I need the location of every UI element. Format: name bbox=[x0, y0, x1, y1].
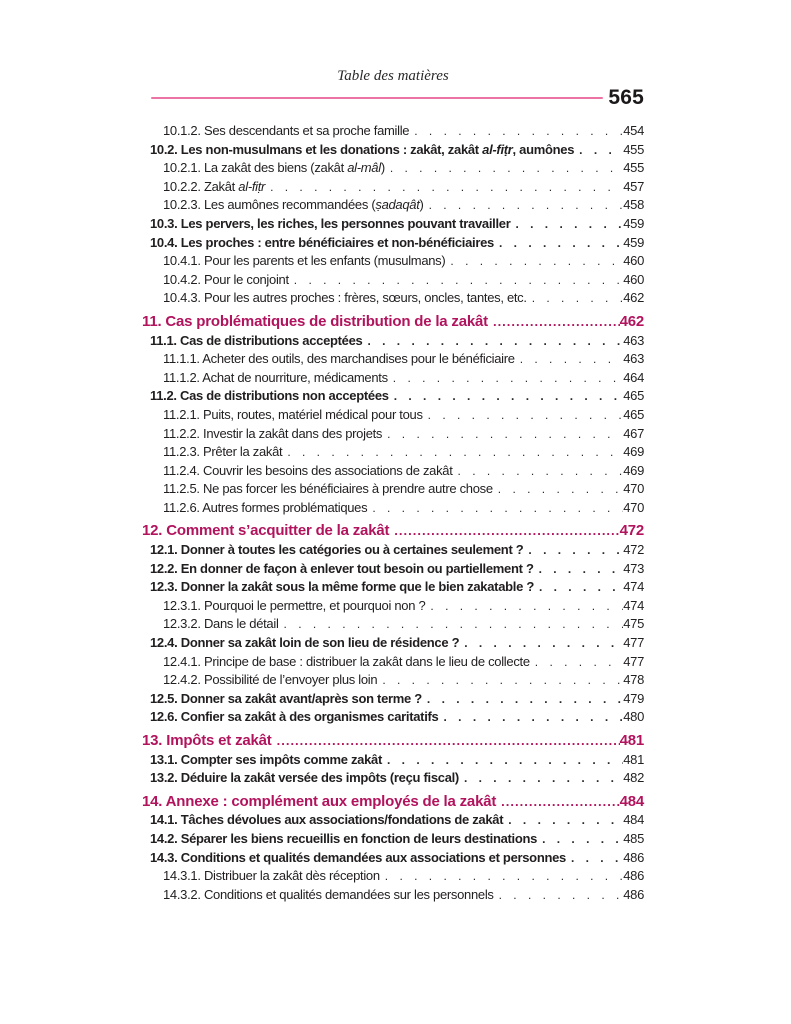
toc-entry-page: 465 bbox=[623, 388, 644, 404]
toc-entry-text bbox=[163, 615, 279, 634]
toc-entry-page: 465 bbox=[623, 406, 644, 422]
toc-entry-text bbox=[163, 443, 282, 462]
toc-entry-page: 455 bbox=[623, 160, 644, 176]
dot-leader bbox=[367, 499, 623, 518]
toc-entry-label: En donner de façon à enlever tout besoin ou partiellement ? bbox=[180, 560, 534, 576]
table-of-contents bbox=[142, 122, 644, 904]
toc-entry-page: 475 bbox=[623, 616, 644, 632]
toc-entry-number: 10.4.1. bbox=[163, 253, 204, 269]
toc-entry-number: 11.2.6. bbox=[163, 499, 203, 515]
toc-entry bbox=[142, 541, 644, 560]
toc-entry-label: Cas de distributions acceptées bbox=[180, 332, 363, 348]
toc-entry bbox=[142, 215, 644, 234]
toc-entry-text bbox=[163, 867, 380, 886]
toc-entry-number: 13.1. bbox=[150, 751, 181, 767]
toc-entry-number: 11. bbox=[142, 312, 166, 330]
dot-leader bbox=[515, 350, 623, 369]
toc-entry-page: 469 bbox=[623, 462, 644, 478]
dot-leader bbox=[289, 271, 623, 290]
toc-entry-label: Investir la zakât dans des projets bbox=[203, 425, 383, 441]
toc-entry bbox=[142, 159, 644, 178]
toc-entry-label: Donner sa zakât avant/après son terme ? bbox=[180, 690, 422, 706]
toc-entry-page: 478 bbox=[623, 672, 644, 688]
toc-entry-label: Impôts et zakât bbox=[166, 732, 272, 749]
toc-entry bbox=[142, 122, 644, 141]
toc-entry-page: 463 bbox=[623, 332, 644, 348]
header-rule-row bbox=[142, 87, 644, 109]
toc-entry-text bbox=[163, 159, 385, 178]
toc-entry-text bbox=[150, 708, 438, 727]
toc-entry-term-italic: al-mâl bbox=[347, 160, 381, 176]
toc-entry bbox=[142, 522, 644, 541]
toc-entry-number: 14.3. bbox=[150, 849, 181, 865]
toc-entry-number: 12.6. bbox=[150, 709, 181, 725]
toc-entry-page: 459 bbox=[623, 215, 644, 231]
toc-entry-page: 480 bbox=[623, 709, 644, 725]
toc-entry-label: Dans le détail bbox=[203, 616, 279, 632]
toc-entry-page: 481 bbox=[619, 732, 644, 749]
dot-leader bbox=[424, 196, 624, 215]
toc-entry bbox=[142, 313, 644, 332]
toc-entry-label: Confier sa zakât à des organismes caritatifs bbox=[180, 709, 439, 725]
toc-entry-page: 477 bbox=[623, 635, 644, 651]
toc-entry-label: ) bbox=[380, 160, 385, 176]
toc-entry-text bbox=[163, 271, 289, 290]
toc-entry-page: 485 bbox=[623, 830, 644, 846]
toc-entry bbox=[142, 141, 644, 160]
toc-entry bbox=[142, 234, 644, 253]
toc-entry-text bbox=[150, 811, 503, 830]
dot-leader bbox=[389, 522, 619, 541]
toc-entry-label: Distribuer la zakât dès réception bbox=[203, 868, 380, 884]
toc-entry bbox=[142, 732, 644, 751]
toc-entry bbox=[142, 289, 644, 308]
toc-entry-page: 460 bbox=[623, 271, 644, 287]
toc-entry-page: 484 bbox=[623, 812, 644, 828]
page-number: 565 bbox=[608, 86, 644, 109]
toc-entry-label: Conditions et qualités demandées aux associations et personnes bbox=[180, 849, 566, 865]
header-rule bbox=[151, 97, 603, 99]
toc-entry-number: 11.1.1. bbox=[163, 351, 203, 367]
dot-leader bbox=[438, 708, 623, 727]
running-title: Table des matières bbox=[337, 68, 449, 84]
toc-entry-label: Donner la zakât sous la même forme que le bien zakatable ? bbox=[180, 579, 534, 595]
toc-entry-number: 11.2.3. bbox=[163, 444, 204, 460]
toc-entry-page: 454 bbox=[623, 123, 644, 138]
toc-entry-label: Puits, routes, matériel médical pour tous bbox=[203, 406, 423, 422]
dot-leader bbox=[493, 480, 623, 499]
dot-leader bbox=[459, 769, 623, 788]
toc-entry bbox=[142, 350, 644, 369]
toc-entry-label: Les pervers, les riches, les personnes pouvant travailler bbox=[180, 215, 511, 231]
toc-entry-number: 12.2. bbox=[150, 560, 181, 576]
toc-entry-label: , aumônes bbox=[512, 141, 575, 157]
toc-entry-number: 13.2. bbox=[150, 770, 181, 786]
toc-entry-text bbox=[150, 234, 494, 253]
toc-entry bbox=[142, 671, 644, 690]
toc-entry-text bbox=[163, 196, 424, 215]
toc-entry-text bbox=[163, 289, 527, 308]
toc-entry bbox=[142, 849, 644, 868]
toc-entry-page: 474 bbox=[623, 597, 644, 613]
toc-entry-term-italic: al-fiṭr bbox=[482, 141, 513, 157]
toc-entry-text bbox=[163, 252, 445, 271]
toc-entry-number: 14.1. bbox=[150, 812, 181, 828]
toc-entry-label: Donner à toutes les catégories ou à certaines seulement ? bbox=[180, 542, 524, 558]
toc-entry-number: 10.3. bbox=[150, 215, 181, 231]
toc-entry-label: ) bbox=[419, 197, 424, 213]
dot-leader bbox=[380, 867, 623, 886]
toc-entry-text bbox=[150, 849, 566, 868]
toc-entry bbox=[142, 708, 644, 727]
toc-entry bbox=[142, 252, 644, 271]
toc-entry-text bbox=[150, 830, 537, 849]
toc-entry-number: 10.4.2. bbox=[163, 271, 204, 287]
dot-leader bbox=[362, 332, 623, 351]
toc-entry-text bbox=[150, 769, 459, 788]
toc-entry-label: Les aumônes recommandées ( bbox=[203, 197, 376, 213]
toc-entry-text bbox=[150, 634, 459, 653]
toc-entry-number: 11.2.4. bbox=[163, 462, 204, 478]
toc-entry-page: 470 bbox=[623, 499, 644, 515]
toc-entry-page: 455 bbox=[623, 141, 644, 157]
toc-entry-text bbox=[150, 332, 362, 351]
dot-leader bbox=[534, 560, 624, 579]
toc-entry-text bbox=[163, 499, 367, 518]
dot-leader bbox=[494, 886, 624, 905]
toc-entry-text bbox=[163, 480, 493, 499]
toc-entry-text bbox=[150, 751, 382, 770]
dot-leader bbox=[382, 751, 623, 770]
toc-entry-number: 10.1.2. bbox=[163, 123, 204, 138]
toc-entry-number: 10.4.3. bbox=[163, 290, 204, 306]
toc-entry bbox=[142, 462, 644, 481]
toc-entry-page: 470 bbox=[623, 481, 644, 497]
toc-entry-number: 14.3.2. bbox=[163, 886, 204, 902]
toc-entry-page: 477 bbox=[623, 653, 644, 669]
page-header bbox=[142, 66, 644, 109]
toc-entry-label: Les proches : entre bénéficiaires et non-bénéficiaires bbox=[180, 234, 494, 250]
toc-entry-number: 12.1. bbox=[150, 542, 181, 558]
dot-leader bbox=[388, 369, 623, 388]
toc-entry-number: 11.2.2. bbox=[163, 425, 204, 441]
toc-entry-page: 473 bbox=[623, 560, 644, 576]
toc-entry-number: 14. bbox=[142, 792, 166, 810]
toc-entry-label: Pour les parents et les enfants (musulmans) bbox=[203, 253, 446, 269]
toc-entry-number: 12.3.2. bbox=[163, 616, 204, 632]
toc-entry-label: Déduire la zakât versée des impôts (reçu fiscal) bbox=[180, 770, 459, 786]
toc-entry bbox=[142, 369, 644, 388]
dot-leader bbox=[527, 289, 624, 308]
toc-entry-label: Séparer les biens recueillis en fonction de leurs destinations bbox=[180, 830, 538, 846]
dot-leader bbox=[282, 443, 623, 462]
toc-entry bbox=[142, 332, 644, 351]
toc-entry-label: Donner sa zakât loin de son lieu de résidence ? bbox=[180, 635, 460, 651]
toc-entry-label: La zakât des biens (zakât bbox=[203, 160, 348, 176]
toc-entry-label: Possibilité de l’envoyer plus loin bbox=[203, 672, 378, 688]
toc-entry-number: 10.2.2. bbox=[163, 178, 204, 194]
toc-entry-number: 10.2.1. bbox=[163, 160, 204, 176]
toc-entry-number: 12.3.1. bbox=[163, 597, 204, 613]
toc-entry-text bbox=[163, 462, 453, 481]
toc-entry-number: 14.2. bbox=[150, 830, 181, 846]
toc-entry-label: Zakât bbox=[203, 178, 239, 194]
toc-entry-text bbox=[163, 671, 377, 690]
toc-entry bbox=[142, 769, 644, 788]
toc-entry bbox=[142, 886, 644, 905]
toc-entry-text bbox=[150, 560, 534, 579]
toc-entry-page: 457 bbox=[623, 178, 644, 194]
toc-entry-label: Cas problématiques de distribution de la zakât bbox=[165, 312, 488, 330]
toc-entry-text bbox=[163, 425, 382, 444]
toc-entry-page: 462 bbox=[619, 312, 644, 330]
toc-entry-number: 14.3.1. bbox=[163, 868, 204, 884]
toc-entry-label: Cas de distributions non acceptées bbox=[180, 388, 389, 404]
toc-entry-page: 462 bbox=[623, 290, 644, 306]
toc-entry-text bbox=[150, 141, 574, 160]
toc-entry-number: 11.2.1. bbox=[163, 406, 204, 422]
toc-entry-page: 479 bbox=[623, 690, 644, 706]
toc-entry-page: 486 bbox=[623, 886, 644, 902]
dot-leader bbox=[279, 615, 624, 634]
toc-entry bbox=[142, 196, 644, 215]
toc-entry-number: 13. bbox=[142, 732, 167, 749]
toc-entry-text bbox=[163, 597, 425, 616]
toc-entry-number: 11.2. bbox=[150, 388, 181, 404]
toc-entry-number: 10.2.3. bbox=[163, 197, 204, 213]
toc-entry-text bbox=[150, 215, 510, 234]
toc-entry-label: Annexe : complément aux employés de la zakât bbox=[165, 792, 497, 810]
toc-entry-label: Pour les autres proches : frères, sœurs, oncles, tantes, etc. bbox=[203, 290, 527, 306]
toc-entry-term-italic: ṣadaqât bbox=[375, 197, 420, 213]
toc-entry bbox=[142, 793, 644, 812]
toc-entry-number: 12.4.2. bbox=[163, 672, 204, 688]
toc-entry-page: 481 bbox=[623, 751, 644, 767]
toc-entry-label: Comment s’acquitter de la zakât bbox=[166, 522, 390, 540]
toc-entry-label: Prêter la zakât bbox=[203, 444, 283, 460]
toc-entry-page: 464 bbox=[623, 369, 644, 385]
dot-leader bbox=[272, 732, 620, 751]
toc-entry bbox=[142, 425, 644, 444]
toc-entry bbox=[142, 690, 644, 709]
toc-entry-label: Conditions et qualités demandées sur les personnels bbox=[203, 886, 494, 902]
toc-entry-text bbox=[142, 732, 272, 751]
dot-leader bbox=[523, 541, 623, 560]
dot-leader bbox=[377, 671, 623, 690]
toc-entry bbox=[142, 867, 644, 886]
toc-entry-text bbox=[150, 578, 534, 597]
toc-entry-label: Autres formes problématiques bbox=[202, 499, 368, 515]
toc-entry-text bbox=[142, 313, 488, 332]
dot-leader bbox=[422, 690, 623, 709]
dot-leader bbox=[503, 811, 623, 830]
toc-entry-label: Couvrir les besoins des associations de zakât bbox=[203, 462, 453, 478]
toc-entry-text bbox=[163, 122, 409, 141]
toc-entry-number: 11.1. bbox=[150, 332, 181, 348]
toc-entry bbox=[142, 443, 644, 462]
toc-entry bbox=[142, 271, 644, 290]
toc-entry bbox=[142, 830, 644, 849]
toc-entry-number: 10.4. bbox=[150, 234, 181, 250]
toc-entry bbox=[142, 634, 644, 653]
dot-leader bbox=[445, 252, 623, 271]
toc-entry-label: Ne pas forcer les bénéficiaires à prendre autre chose bbox=[203, 481, 493, 497]
dot-leader bbox=[488, 313, 620, 332]
dot-leader bbox=[382, 425, 623, 444]
toc-entry bbox=[142, 406, 644, 425]
dot-leader bbox=[530, 653, 623, 672]
toc-entry-number: 12.3. bbox=[150, 579, 181, 595]
dot-leader bbox=[409, 122, 623, 141]
toc-entry bbox=[142, 387, 644, 406]
dot-leader bbox=[385, 159, 623, 178]
dot-leader bbox=[510, 215, 623, 234]
dot-leader bbox=[574, 141, 623, 160]
dot-leader bbox=[494, 234, 623, 253]
toc-entry-label: Acheter des outils, des marchandises pour le bénéficiaire bbox=[202, 351, 515, 367]
toc-entry-text bbox=[150, 690, 422, 709]
toc-entry-text bbox=[163, 406, 423, 425]
toc-entry-label: Les non-musulmans et les donations : zakât, zakât bbox=[180, 141, 483, 157]
toc-entry bbox=[142, 751, 644, 770]
toc-entry-label: Pour le conjoint bbox=[203, 271, 289, 287]
dot-leader bbox=[265, 178, 623, 197]
toc-entry-text bbox=[142, 522, 389, 541]
toc-entry-page: 472 bbox=[623, 542, 644, 558]
toc-entry-label: Principe de base : distribuer la zakât dans le lieu de collecte bbox=[203, 653, 530, 669]
toc-entry bbox=[142, 653, 644, 672]
toc-entry-page: 486 bbox=[623, 868, 644, 884]
toc-entry-page: 458 bbox=[623, 197, 644, 213]
toc-entry-page: 474 bbox=[623, 579, 644, 595]
toc-entry-page: 459 bbox=[623, 234, 644, 250]
dot-leader bbox=[566, 849, 623, 868]
toc-entry-page: 482 bbox=[623, 770, 644, 786]
toc-entry bbox=[142, 811, 644, 830]
toc-entry bbox=[142, 480, 644, 499]
dot-leader bbox=[389, 387, 624, 406]
dot-leader bbox=[423, 406, 624, 425]
toc-entry-page: 467 bbox=[623, 425, 644, 441]
dot-leader bbox=[453, 462, 624, 481]
toc-entry-number: 12.5. bbox=[150, 690, 181, 706]
toc-entry-label: Achat de nourriture, médicaments bbox=[202, 369, 388, 385]
toc-entry-page: 472 bbox=[619, 522, 644, 540]
toc-entry-term-italic: al-fiṭr bbox=[238, 178, 266, 194]
toc-entry-number: 10.2. bbox=[150, 141, 181, 157]
toc-entry bbox=[142, 578, 644, 597]
toc-entry bbox=[142, 499, 644, 518]
toc-entry-text bbox=[163, 178, 265, 197]
toc-entry-page: 469 bbox=[623, 444, 644, 460]
toc-entry-number: 12.4. bbox=[150, 635, 181, 651]
toc-entry-page: 460 bbox=[623, 253, 644, 269]
toc-entry-text bbox=[150, 541, 523, 560]
toc-entry bbox=[142, 615, 644, 634]
toc-entry-label: Pourquoi le permettre, et pourquoi non ? bbox=[203, 597, 426, 613]
toc-entry-page: 463 bbox=[623, 351, 644, 367]
toc-entry-text bbox=[163, 369, 388, 388]
toc-entry-label: Tâches dévolues aux associations/fondations de zakât bbox=[180, 812, 504, 828]
dot-leader bbox=[459, 634, 623, 653]
toc-entry-number: 12. bbox=[142, 522, 167, 540]
toc-entry-text bbox=[163, 350, 515, 369]
toc-entry-label: Ses descendants et sa proche famille bbox=[203, 123, 410, 138]
toc-entry-text bbox=[163, 653, 530, 672]
dot-leader bbox=[425, 597, 623, 616]
dot-leader bbox=[534, 578, 623, 597]
toc-entry-text bbox=[142, 793, 496, 812]
toc-entry-number: 12.4.1. bbox=[163, 653, 204, 669]
toc-entry bbox=[142, 597, 644, 616]
dot-leader bbox=[537, 830, 623, 849]
toc-entry-text bbox=[150, 387, 389, 406]
toc-entry-label: Compter ses impôts comme zakât bbox=[180, 751, 382, 767]
dot-leader bbox=[496, 793, 619, 812]
toc-entry-number: 11.1.2. bbox=[163, 369, 203, 385]
toc-entry-page: 484 bbox=[619, 792, 644, 810]
toc-entry bbox=[142, 560, 644, 579]
toc-entry-number: 11.2.5. bbox=[163, 481, 204, 497]
toc-entry-page: 486 bbox=[623, 849, 644, 865]
toc-entry bbox=[142, 178, 644, 197]
toc-entry-text bbox=[163, 886, 494, 905]
